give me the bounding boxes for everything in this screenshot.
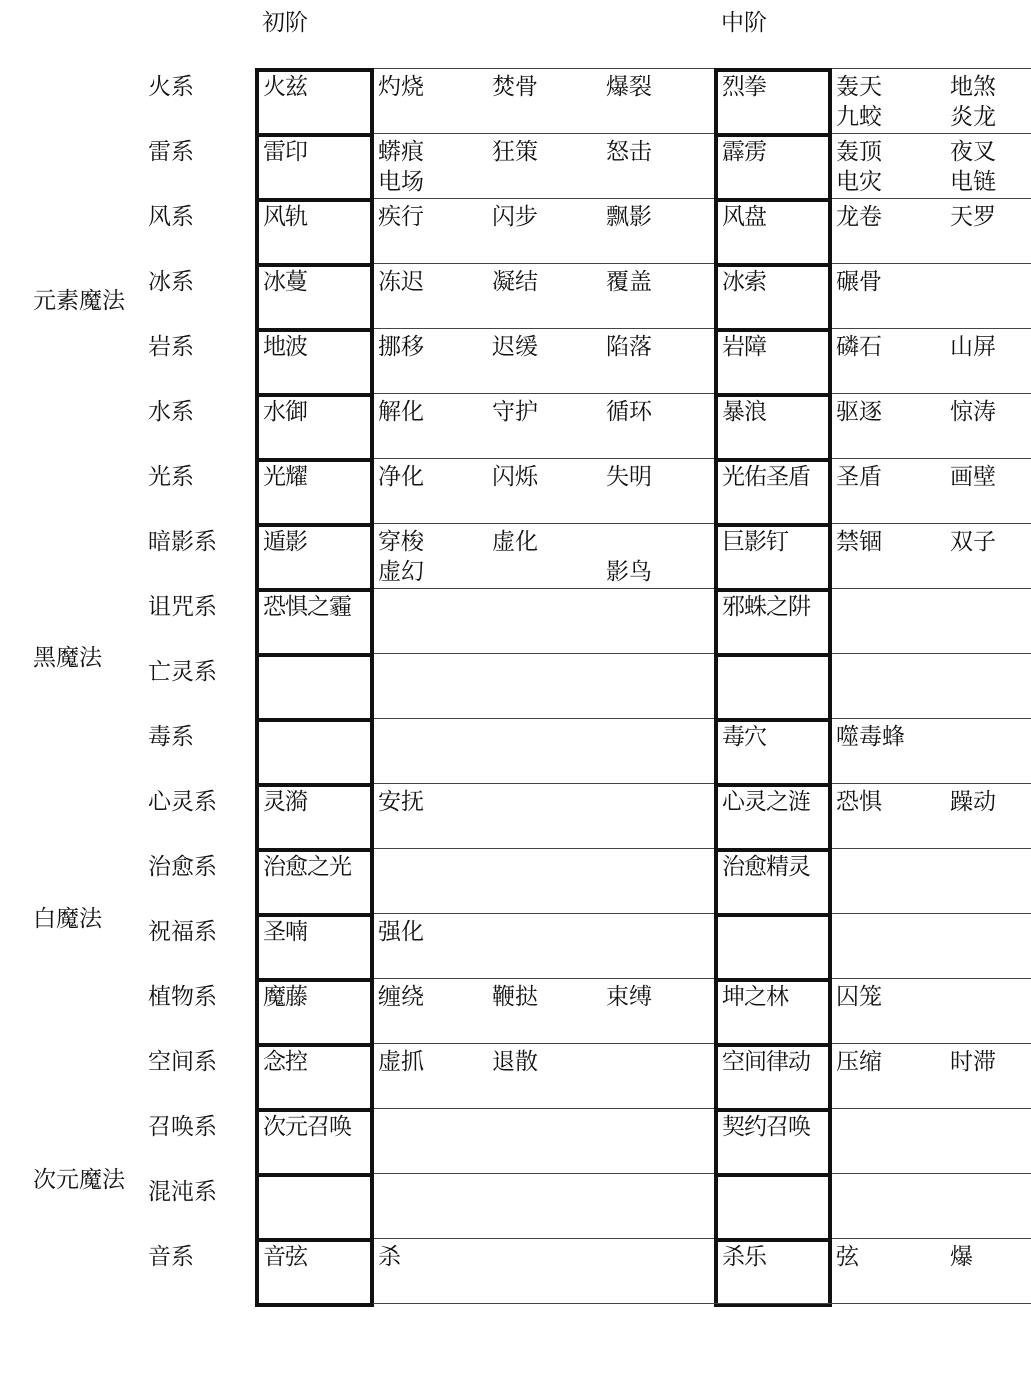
tier2-spell: 躁动 (950, 789, 996, 815)
tier1-spell: 解化 (378, 399, 424, 425)
row-divider (373, 328, 1031, 329)
table-row (0, 458, 1031, 523)
tier1-base-spell: 火兹 (263, 74, 307, 100)
tier2-base-cell (714, 978, 832, 1047)
system-label: 音系 (148, 1244, 194, 1270)
tier2-base-cell (714, 1043, 832, 1112)
tier2-base-cell (714, 133, 832, 202)
row-divider (373, 198, 1031, 199)
system-label: 毒系 (148, 724, 194, 750)
tier2-base-cell (714, 1173, 832, 1242)
tier2-spell: 时滞 (950, 1049, 996, 1075)
tier1-spell: 退散 (492, 1049, 538, 1075)
row-divider (373, 783, 1031, 784)
table-row (0, 1238, 1031, 1303)
row-divider (373, 458, 1031, 459)
table-row (0, 1043, 1031, 1108)
row-divider (373, 393, 1031, 394)
table-row (0, 718, 1031, 783)
system-label: 光系 (148, 464, 194, 490)
tier1-base-spell: 恐惧之霾 (263, 594, 351, 620)
tier1-spell: 覆盖 (606, 269, 652, 295)
tier1-spell: 怒击 (606, 139, 652, 165)
tier2-spell: 磷石 (836, 334, 882, 360)
tier2-base-spell: 契约召唤 (722, 1114, 810, 1140)
tier1-base-spell: 遁影 (263, 529, 307, 555)
tier2-spell: 禁锢 (836, 529, 882, 555)
tier1-base-cell (255, 1173, 374, 1242)
tier1-spell: 失明 (606, 464, 652, 490)
tier1-spell: 闪烁 (492, 464, 538, 490)
tier2-base-spell: 暴浪 (722, 399, 766, 425)
system-label: 亡灵系 (148, 659, 217, 685)
tier1-base-spell: 光耀 (263, 464, 307, 490)
tier2-spell: 碾骨 (836, 269, 882, 295)
system-label: 火系 (148, 74, 194, 100)
table-row (0, 1173, 1031, 1238)
table-row (0, 783, 1031, 848)
tier1-base-cell (255, 1043, 374, 1112)
table-row (0, 913, 1031, 978)
tier2-base-cell (714, 913, 832, 982)
tier2-spell: 弦 (836, 1244, 859, 1270)
tier2-spell: 驱逐 (836, 399, 882, 425)
tier1-spell: 穿梭 (378, 529, 424, 555)
system-label: 混沌系 (148, 1179, 217, 1205)
table-row (0, 198, 1031, 263)
tier1-spell: 鞭挞 (492, 984, 538, 1010)
tier1-spell: 虚幻 (378, 559, 424, 585)
tier1-base-cell (255, 198, 374, 267)
system-label: 风系 (148, 204, 194, 230)
row-divider (373, 913, 1031, 914)
system-label: 水系 (148, 399, 194, 425)
tier2-base-spell: 烈拳 (722, 74, 766, 100)
system-label: 空间系 (148, 1049, 217, 1075)
tier1-spell: 虚抓 (378, 1049, 424, 1075)
tier1-spell: 陷落 (606, 334, 652, 360)
tier2-base-spell: 光佑圣盾 (722, 464, 810, 490)
tier1-base-spell: 圣喃 (263, 919, 307, 945)
row-divider (373, 978, 1031, 979)
tier1-base-cell (255, 1108, 374, 1177)
tier1-base-cell (255, 393, 374, 462)
tier1-spell: 影鸟 (606, 559, 652, 585)
row-divider (373, 848, 1031, 849)
tier1-base-cell (255, 913, 374, 982)
row-divider (373, 1173, 1031, 1174)
tier2-spell: 龙卷 (836, 204, 882, 230)
tier2-base-cell (714, 718, 832, 787)
tier1-base-cell (255, 458, 374, 527)
row-divider (373, 68, 1031, 69)
tier2-spell: 画壁 (950, 464, 996, 490)
tier2-base-spell: 岩障 (722, 334, 766, 360)
tier1-spell: 焚骨 (492, 74, 538, 100)
tier1-spell: 杀 (378, 1244, 401, 1270)
category-label: 黑魔法 (33, 645, 102, 671)
tier1-base-spell: 灵漪 (263, 789, 307, 815)
row-divider (373, 133, 1031, 134)
system-label: 治愈系 (148, 854, 217, 880)
tier2-base-cell (714, 1238, 832, 1307)
tier1-base-spell: 念控 (263, 1049, 307, 1075)
tier2-spell: 天罗 (950, 204, 996, 230)
system-label: 雷系 (148, 139, 194, 165)
tier1-base-cell (255, 588, 374, 657)
tier1-base-spell: 地波 (263, 334, 307, 360)
system-label: 心灵系 (148, 789, 217, 815)
table-row (0, 523, 1031, 588)
tier1-spell: 闪步 (492, 204, 538, 230)
tier2-spell: 地煞 (950, 74, 996, 100)
tier2-spell: 夜叉 (950, 139, 996, 165)
system-label: 诅咒系 (148, 594, 217, 620)
tier2-spell: 九蛟 (836, 104, 882, 130)
tier2-base-cell (714, 523, 832, 592)
system-label: 岩系 (148, 334, 194, 360)
tier1-base-cell (255, 263, 374, 332)
system-label: 暗影系 (148, 529, 217, 555)
tier2-base-cell (714, 848, 832, 917)
tier2-spell: 圣盾 (836, 464, 882, 490)
tier1-base-cell (255, 328, 374, 397)
tier2-base-spell: 心灵之涟 (722, 789, 810, 815)
tier1-base-cell (255, 783, 374, 852)
tier2-spell: 压缩 (836, 1049, 882, 1075)
tier2-spell: 山屏 (950, 334, 996, 360)
tier2-base-spell: 坤之林 (722, 984, 788, 1010)
table-row (0, 1108, 1031, 1173)
tier2-base-spell: 巨影钉 (722, 529, 788, 555)
tier2-spell: 爆 (950, 1244, 973, 1270)
tier2-base-cell (714, 263, 832, 332)
tier1-spell: 凝结 (492, 269, 538, 295)
row-divider (373, 523, 1031, 524)
tier1-base-spell: 治愈之光 (263, 854, 351, 880)
tier2-base-spell: 冰索 (722, 269, 766, 295)
tier1-base-cell (255, 848, 374, 917)
tier2-base-cell (714, 1108, 832, 1177)
system-label: 召唤系 (148, 1114, 217, 1140)
tier2-base-spell: 空间律动 (722, 1049, 810, 1075)
table-row (0, 328, 1031, 393)
tier1-header: 初阶 (262, 10, 308, 36)
tier2-base-cell (714, 458, 832, 527)
table-row (0, 978, 1031, 1043)
tier1-base-spell: 魔藤 (263, 984, 307, 1010)
table-bottom-border (373, 1303, 1031, 1304)
category-label: 次元魔法 (33, 1167, 125, 1193)
tier2-base-spell: 风盘 (722, 204, 766, 230)
row-divider (373, 1108, 1031, 1109)
tier2-base-cell (714, 68, 832, 137)
tier1-base-cell (255, 718, 374, 787)
tier2-spell: 炎龙 (950, 104, 996, 130)
tier1-spell: 飘影 (606, 204, 652, 230)
tier1-base-cell (255, 653, 374, 722)
tier1-base-cell (255, 978, 374, 1047)
table-row (0, 263, 1031, 328)
tier2-spell: 双子 (950, 529, 996, 555)
tier2-base-cell (714, 198, 832, 267)
tier1-spell: 狂策 (492, 139, 538, 165)
category-label: 白魔法 (33, 906, 102, 932)
row-divider (373, 588, 1031, 589)
tier2-header: 中阶 (721, 10, 767, 36)
tier2-base-cell (714, 653, 832, 722)
tier2-spell: 电链 (950, 169, 996, 195)
tier1-spell: 疾行 (378, 204, 424, 230)
tier1-spell: 安抚 (378, 789, 424, 815)
tier1-base-spell: 冰蔓 (263, 269, 307, 295)
row-divider (373, 653, 1031, 654)
table-row (0, 393, 1031, 458)
table-row (0, 653, 1031, 718)
tier2-spell: 轰天 (836, 74, 882, 100)
tier1-base-cell (255, 68, 374, 137)
tier1-base-spell: 风轨 (263, 204, 307, 230)
tier1-spell: 蟒痕 (378, 139, 424, 165)
tier2-base-cell (714, 328, 832, 397)
tier1-spell: 守护 (492, 399, 538, 425)
tier1-spell: 灼烧 (378, 74, 424, 100)
category-label: 元素魔法 (33, 288, 125, 314)
tier1-spell: 循环 (606, 399, 652, 425)
tier1-spell: 净化 (378, 464, 424, 490)
tier1-base-spell: 水御 (263, 399, 307, 425)
tier1-base-spell: 次元召唤 (263, 1114, 351, 1140)
tier1-spell: 电场 (378, 169, 424, 195)
tier2-spell: 惊涛 (950, 399, 996, 425)
tier2-spell: 噬毒蜂 (836, 724, 905, 750)
row-divider (373, 718, 1031, 719)
row-divider (373, 1238, 1031, 1239)
tier2-base-spell: 杀乐 (722, 1244, 766, 1270)
tier2-base-spell: 治愈精灵 (722, 854, 810, 880)
tier2-base-cell (714, 783, 832, 852)
tier1-spell: 爆裂 (606, 74, 652, 100)
tier1-spell: 虚化 (492, 529, 538, 555)
tier2-spell: 轰顶 (836, 139, 882, 165)
tier2-spell: 囚笼 (836, 984, 882, 1010)
tier1-base-spell: 音弦 (263, 1244, 307, 1270)
tier2-base-cell (714, 588, 832, 657)
tier1-spell: 冻迟 (378, 269, 424, 295)
tier2-spell: 电灾 (836, 169, 882, 195)
tier1-spell: 迟缓 (492, 334, 538, 360)
tier1-base-spell: 雷印 (263, 139, 307, 165)
tier1-spell: 束缚 (606, 984, 652, 1010)
system-label: 冰系 (148, 269, 194, 295)
system-label: 植物系 (148, 984, 217, 1010)
table-row (0, 848, 1031, 913)
tier1-spell: 缠绕 (378, 984, 424, 1010)
tier1-spell: 强化 (378, 919, 424, 945)
tier2-base-cell (714, 393, 832, 462)
tier1-base-cell (255, 1238, 374, 1307)
tier1-base-cell (255, 523, 374, 592)
tier1-base-cell (255, 133, 374, 202)
row-divider (373, 1043, 1031, 1044)
tier2-base-spell: 邪蛛之阱 (722, 594, 810, 620)
row-divider (373, 263, 1031, 264)
system-label: 祝福系 (148, 919, 217, 945)
tier2-spell: 恐惧 (836, 789, 882, 815)
table-row (0, 588, 1031, 653)
tier2-base-spell: 霹雳 (722, 139, 766, 165)
tier1-spell: 挪移 (378, 334, 424, 360)
table-row (0, 133, 1031, 198)
tier2-base-spell: 毒穴 (722, 724, 766, 750)
table-row (0, 68, 1031, 133)
